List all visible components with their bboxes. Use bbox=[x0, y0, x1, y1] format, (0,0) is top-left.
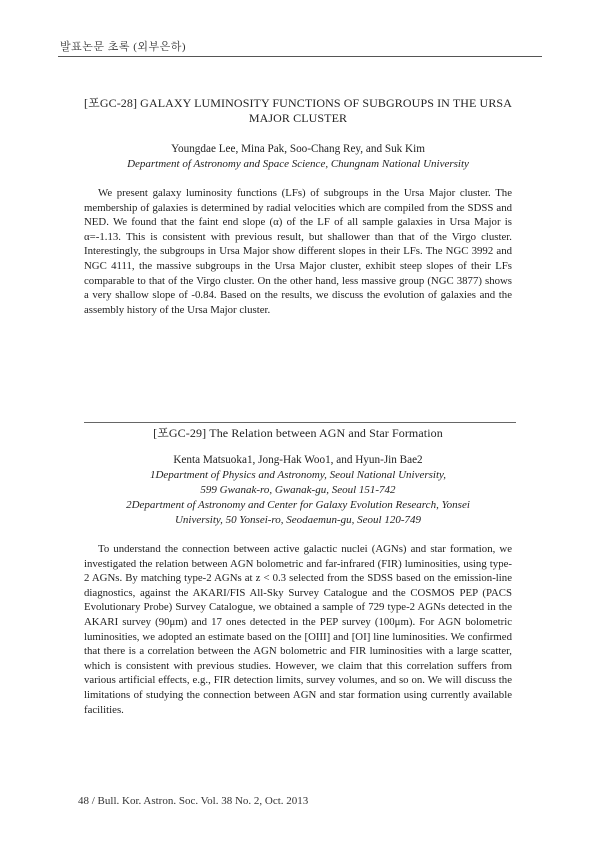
abstract-title: [포GC-28] GALAXY LUMINOSITY FUNCTIONS OF SUBGROUPS IN THE URSA MAJOR CLUSTER bbox=[84, 96, 512, 125]
abstract-body: To understand the connection between active galactic nuclei (AGNs) and star formation, we investigated the relation between AGN bolometric and far-infrared (FIR) luminosities, using type-2 AGNs. By matching type-2 AGNs at z < 0.3 selected from the SDSS based on the emission-line diagnostics, against the AKARI/FIS All-Sky Survey Catalogue and the COSMOS PEP (PACS Evolutionary Probe) Survey Catalogue, we obtained a sample of 729 type-2 AGNs detected in the AKARI survey (90μm) and 17 ones detected in the PEP survey (100μm). For AGN bolometric luminosities, we adopted an estimate based on the [OIII] and [OI] line luminosities. We confirmed that there is a correlation between the AGN bolometric and FIR luminosities with a large scatter, which is consistent with previous studies. However, we claim that this correlation suffers from various artificial effects, e.g., FIR detection limits, survey volumes, and so on. We will discuss the limitations of studying the connection between AGN and star formation using currently available facilities. bbox=[84, 543, 512, 716]
header-rule bbox=[58, 56, 542, 57]
abstract-affiliation-2b: University, 50 Yonsei-ro, Seodaemun-gu, Seoul 120-749 bbox=[174, 514, 422, 526]
abstract-affiliation-1a: 1Department of Physics and Astronomy, Seoul National University, bbox=[149, 469, 447, 481]
abstract-authors: Kenta Matsuoka1, Jong-Hak Woo1, and Hyun-Jin Bae2 bbox=[173, 454, 423, 466]
running-header: 발표논문 초록 (외부은하) bbox=[60, 41, 187, 53]
abstract-authors: Youngdae Lee, Mina Pak, Soo-Chang Rey, and Suk Kim bbox=[171, 143, 425, 155]
abstract-gc-28 bbox=[84, 96, 512, 317]
abstract-affiliation: Department of Astronomy and Space Science, Chungnam National University bbox=[127, 158, 469, 170]
abstract-affiliation-2a: 2Department of Astronomy and Center for Galaxy Evolution Research, Yonsei bbox=[126, 499, 470, 511]
abstract-title: [포GC-29] The Relation between AGN and Star Formation bbox=[153, 426, 443, 440]
abstract-gc-29 bbox=[84, 426, 512, 717]
abstract-body: We present galaxy luminosity functions (LFs) of subgroups in the Ursa Major cluster. The membership of galaxies is determined by radial velocities which are compiled from the SDSS and NED. We found that the faint end slope (α) of the LF of all sample galaxies in Ursa Major is α=-1.13. This is consistent with previous result, but shallower than that of the Virgo cluster. Interestingly, the subgroups in Ursa Major show different slopes in their LFs. The NGC 3992 and NGC 4111, the massive subgroups in the Ursa Major cluster, exhibit steep slopes of their LFs comparable to that of the Virgo cluster. On the other hand, less massive group (NGC 3877) shows a very shallow slope of -0.84. Based on the results, we discuss the evolution of galaxies and the assembly history of the Ursa Major cluster. bbox=[84, 187, 512, 316]
page-footer: 48 / Bull. Kor. Astron. Soc. Vol. 38 No. 2, Oct. 2013 bbox=[78, 795, 309, 807]
abstract-affiliation-1b: 599 Gwanak-ro, Gwanak-gu, Seoul 151-742 bbox=[200, 484, 396, 496]
section-divider bbox=[84, 422, 516, 423]
